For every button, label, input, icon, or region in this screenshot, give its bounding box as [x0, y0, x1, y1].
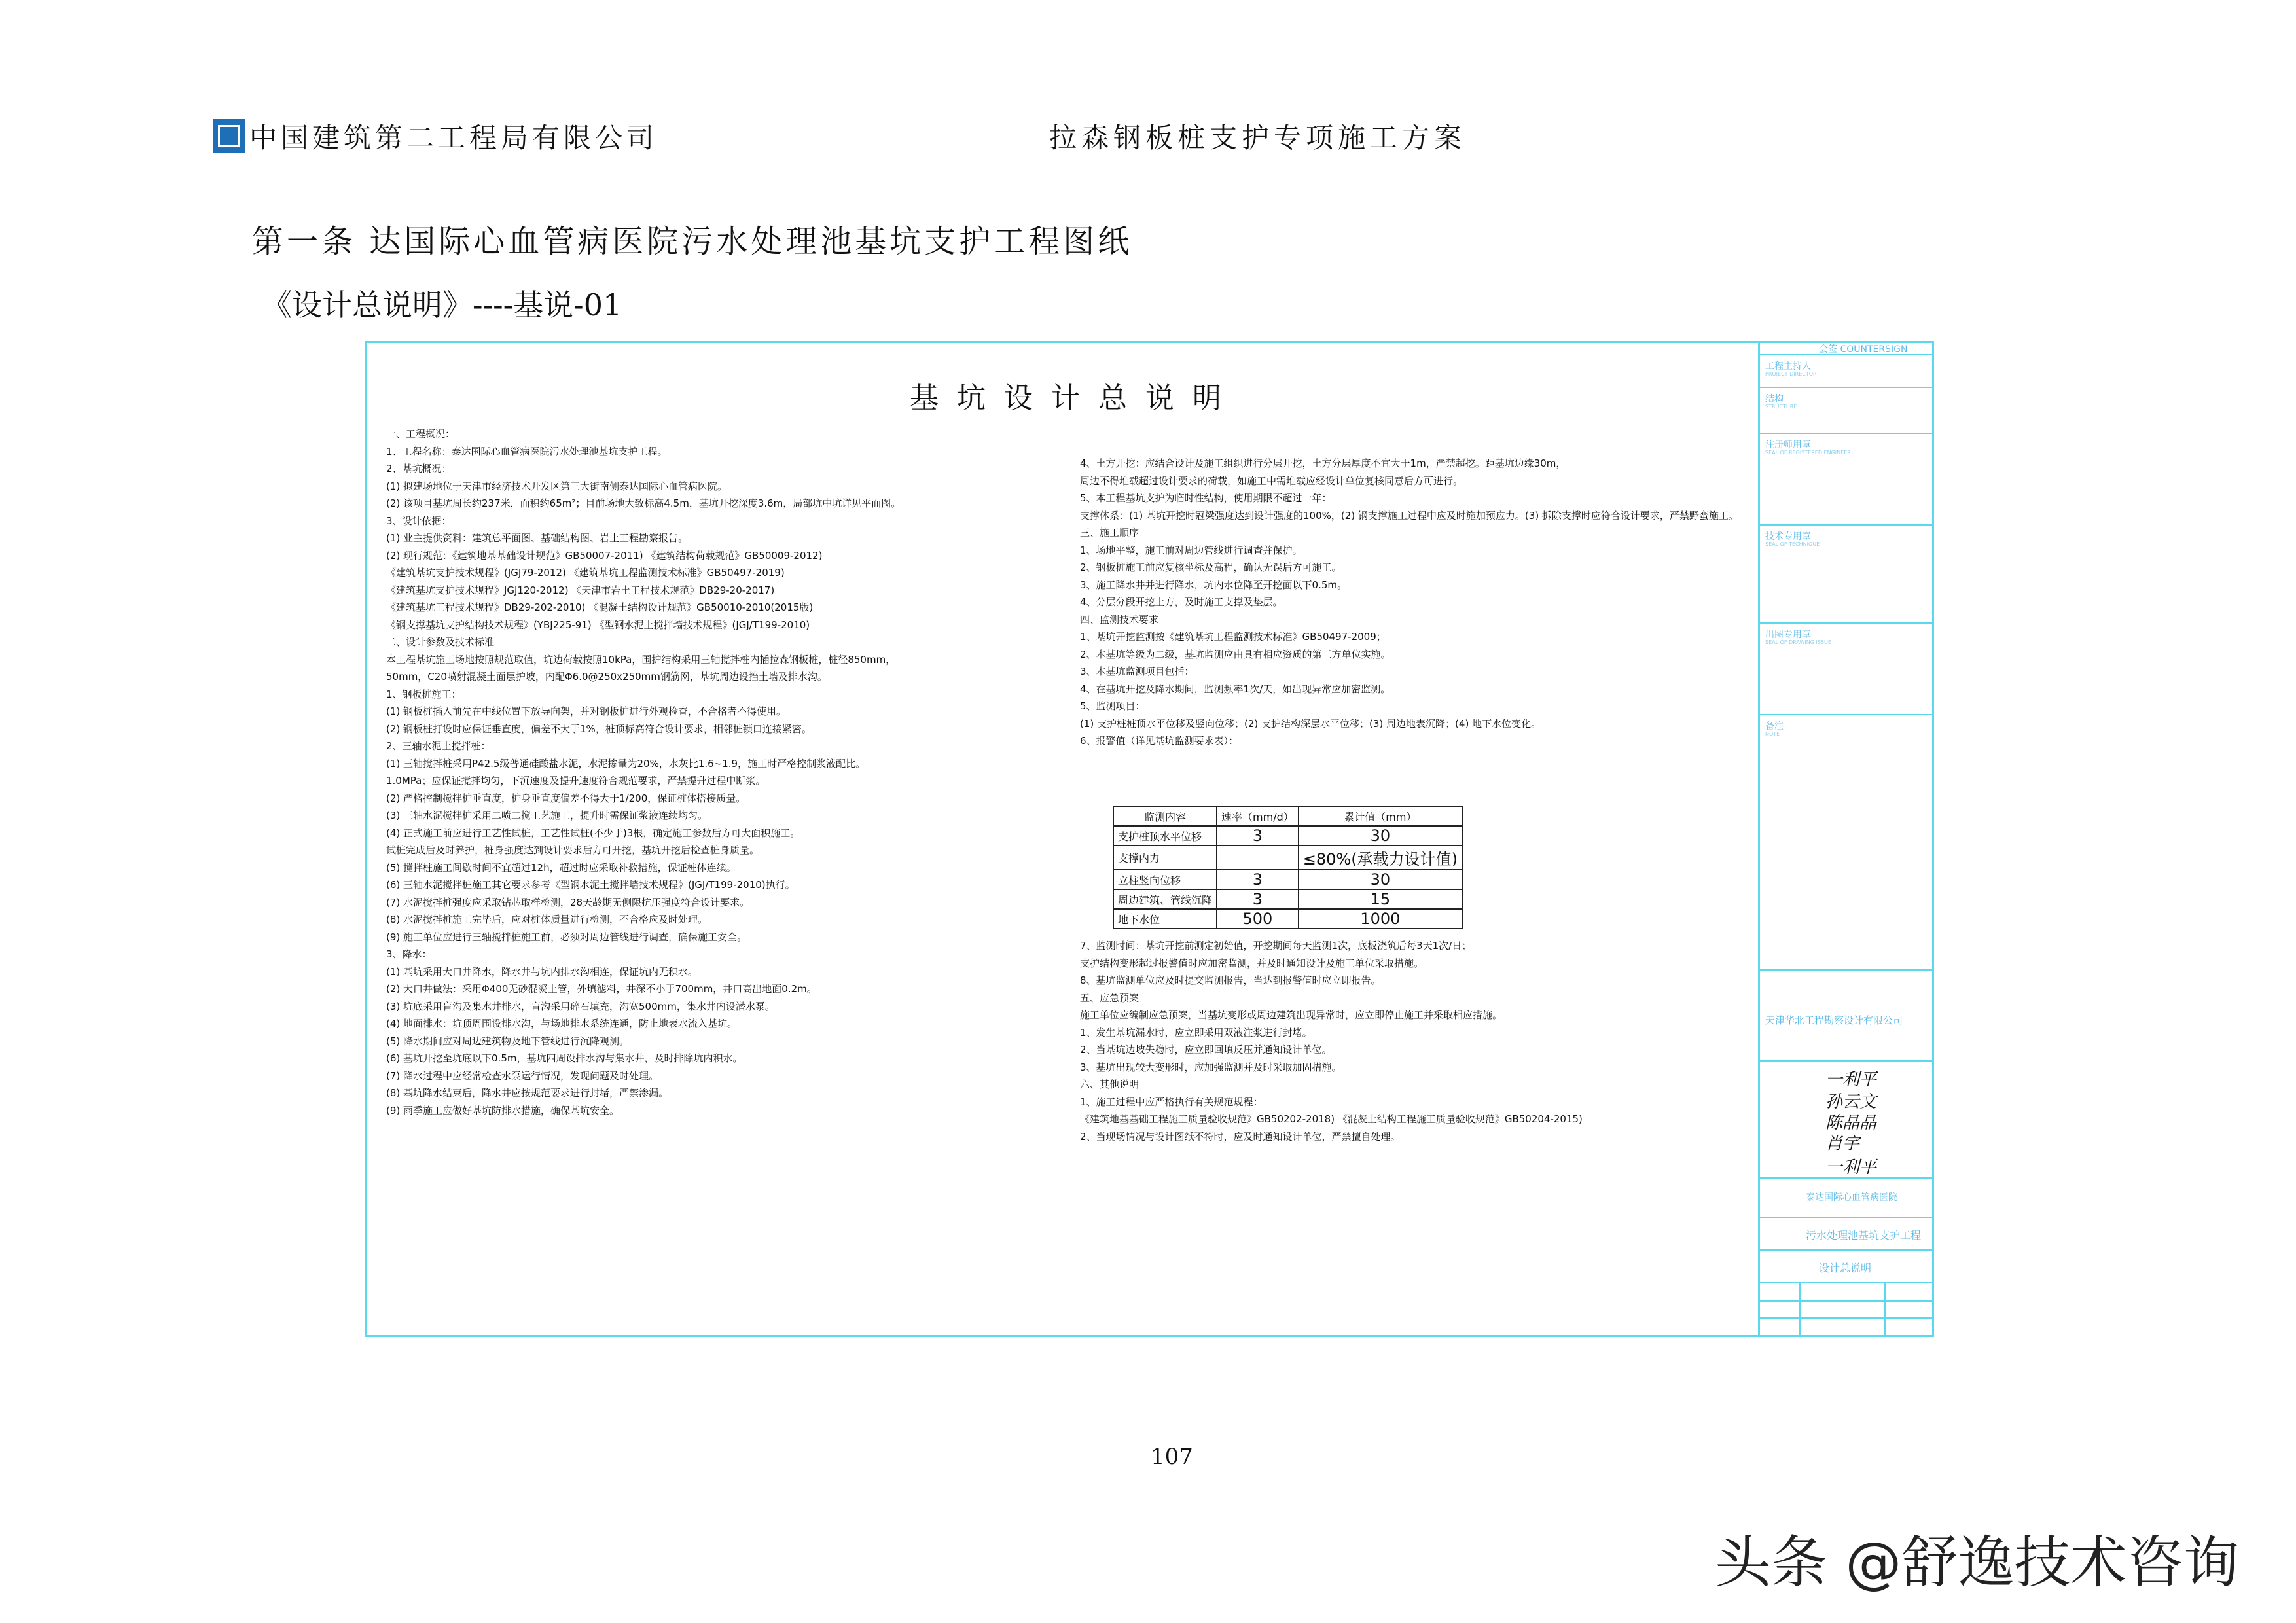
table-cell: 立柱竖向位移	[1113, 870, 1217, 889]
table-row	[1113, 870, 1462, 889]
company-header	[213, 116, 658, 156]
watermark-text: 头条 @舒逸技术咨询	[1715, 1530, 2240, 1596]
tb-label: 结构	[1765, 394, 1784, 404]
note-line: 8、基坑监测单位应及时提交监测报告，当达到报警值时应立即报告。	[1080, 974, 1381, 986]
note-line: (9) 施工单位应进行三轴搅拌桩施工前，必须对周边管线进行调查，确保施工安全。	[386, 931, 747, 943]
sheet-name: 设计总说明	[1819, 1262, 1872, 1274]
tb-label: 技术专用章	[1765, 531, 1811, 542]
drawing-name: 污水处理池基坑支护工程	[1806, 1229, 1922, 1241]
note-line: 《建筑基坑支护技术规程》(JGJ79-2012) 《建筑基坑工程监测技术标准》GB50497-2019)	[386, 567, 785, 579]
note-line: 《建筑基坑工程技术规程》DB29-202-2010) 《混凝土结构设计规范》GB50010-2010(2015版)	[386, 601, 814, 613]
note-line: 5、本工程基坑支护为临时性结构，使用期限不超过一年：	[1080, 492, 1332, 504]
document-title: 拉森钢板桩支护专项施工方案	[1049, 122, 1467, 154]
note-line: 3、设计依据：	[386, 514, 452, 527]
signature-2: 孙云文	[1825, 1092, 1877, 1112]
note-line: 2、当现场情况与设计图纸不符时，应及时通知设计单位，严禁擅自处理。	[1080, 1130, 1401, 1143]
project-name: 泰达国际心血管病医院	[1806, 1192, 1897, 1203]
table-row	[1113, 846, 1462, 870]
tb-sublabel: STRUCTURE	[1765, 404, 1797, 410]
note-line: 四、监测技术要求	[1080, 613, 1159, 626]
note-line: 50mm，C20喷射混凝土面层护坡，内配Φ6.0@250x250mm钢筋网，基坑周边设挡土墙及排水沟。	[386, 671, 827, 683]
note-line: (4) 正式施工前应进行工艺性试桩，工艺性试桩(不少于)3根，确定施工参数后方可大面积施工。	[386, 827, 800, 839]
note-line: 2、本基坑等级为二级，基坑监测应由具有相应资质的第三方单位实施。	[1080, 648, 1391, 660]
tb-sublabel: NOTE	[1765, 731, 1780, 737]
note-line: (7) 降水过程中应经常检查水泵运行情况，发现问题及时处理。	[386, 1069, 659, 1082]
tb-label: 注册师用章	[1765, 440, 1811, 450]
note-line: 7、监测时间：基坑开挖前测定初始值，开挖期间每天监测1次，底板浇筑后每3天1次/日；	[1080, 940, 1472, 952]
tb-row-director	[1760, 355, 1934, 388]
table-cell	[1217, 846, 1299, 870]
note-line: (1) 基坑采用大口井降水，降水井与坑内排水沟相连，保证坑内无积水。	[386, 965, 698, 978]
tb-sheet-name	[1760, 1251, 1934, 1283]
table-cell: 30	[1299, 826, 1462, 846]
design-notes-right-column	[1080, 455, 1761, 750]
tb-drawing-name	[1760, 1218, 1934, 1251]
table-cell: 15	[1299, 889, 1462, 909]
table-cell: 3	[1217, 889, 1299, 909]
note-line: 1、发生基坑漏水时，应立即采用双液注浆进行封堵。	[1080, 1026, 1312, 1039]
table-cell: ≤80%(承载力设计值)	[1299, 846, 1462, 870]
note-line: 3、本基坑监测项目包括：	[1080, 666, 1194, 677]
tb-sublabel: SEAL OF DRAWING ISSUE	[1765, 639, 1831, 645]
tb-signatures	[1760, 1061, 1934, 1179]
table-cell: 30	[1299, 870, 1462, 889]
note-line: 施工单位应编制应急预案，当基坑变形或周边建筑出现异常时，应立即停止施工并采取相应措施。	[1080, 1009, 1503, 1021]
note-line: (1) 钢板桩插入前先在中线位置下放导向架，并对钢板桩进行外观检查，不合格者不得使用。	[386, 705, 787, 717]
title-block	[1758, 341, 1934, 1337]
table-cell: 3	[1217, 870, 1299, 889]
note-line: 1.0MPa；应保证搅拌均匀，下沉速度及提升速度符合规范要求，严禁提升过程中断浆。	[386, 775, 766, 787]
note-line: (2) 钢板桩打设时应保证垂直度，偏差不大于1%，桩顶标高符合设计要求，相邻桩锁口连接紧密。	[386, 722, 812, 735]
signature-5: 一利平	[1825, 1158, 1877, 1177]
note-line: 本工程基坑施工场地按照规范取值，坑边荷载按照10kPa，围护结构采用三轴搅拌桩内插拉森钢板桩，桩径850mm，	[386, 653, 896, 666]
note-line: 1、钢板桩施工：	[386, 688, 461, 700]
table-row	[1113, 909, 1462, 929]
note-line: 《建筑地基基础工程施工质量验收规范》GB50202-2018) 《混凝土结构工程施工质量验收规范》GB50204-2015)	[1080, 1113, 1583, 1125]
tb-label: 工程主持人	[1765, 361, 1811, 372]
note-line: 2、钢板桩施工前应复核坐标及高程，确认无误后方可施工。	[1080, 562, 1342, 573]
note-line: 4、分层分段开挖土方，及时施工支撑及垫层。	[1080, 596, 1283, 608]
note-line: 《建筑基坑支护技术规程》JGJ120-2012) 《天津市岩土工程技术规范》DB29-20-2017)	[386, 584, 775, 596]
table-cell: 1000	[1299, 909, 1462, 929]
note-line: (2) 严格控制搅拌桩垂直度，桩身垂直度偏差不得大于1/200，保证桩体搭接质量。	[386, 792, 746, 804]
tb-row-technique-seal	[1760, 526, 1934, 624]
note-line: 三、施工顺序	[1080, 527, 1139, 539]
table-cell: 支撑内力	[1113, 846, 1217, 870]
note-line: (3) 三轴水泥搅拌桩采用二喷二搅工艺施工，提升时需保证浆液连续均匀。	[386, 810, 708, 821]
table-header-row	[1113, 806, 1462, 826]
tb-row-issue-seal	[1760, 624, 1934, 715]
countersign-label: 会签 COUNTERSIGN	[1819, 344, 1908, 355]
company-logo-icon	[213, 119, 245, 153]
note-line: 一、工程概况：	[386, 428, 456, 440]
company-name: 中国建筑第二工程局有限公司	[249, 122, 658, 154]
tb-label: 出图专用章	[1765, 630, 1811, 640]
note-line: 5、监测项目：	[1080, 700, 1145, 712]
table-cell: 支护桩顶水平位移	[1113, 826, 1217, 846]
note-line: (4) 地面排水：坑顶周围设排水沟，与场地排水系统连通，防止地表水流入基坑。	[386, 1018, 738, 1029]
table-cell: 500	[1217, 909, 1299, 929]
table-header-cell: 速率（mm/d）	[1217, 806, 1299, 826]
note-line: 2、基坑概况：	[386, 463, 452, 474]
table-cell: 周边建筑、管线沉降	[1113, 889, 1217, 909]
note-line: (2) 大口井做法：采用Φ400无砂混凝土管，外填滤料，井深不小于700mm，井口高出地面0.2m。	[386, 983, 817, 995]
signature-4: 肖宇	[1825, 1134, 1860, 1154]
tb-company-cell	[1760, 969, 1934, 1061]
tb-footer-grid	[1760, 1283, 1934, 1335]
note-line: 周边不得堆载超过设计要求的荷载，如施工中需堆载应经设计单位复核同意后方可进行。	[1080, 474, 1463, 487]
note-line: 3、降水：	[386, 948, 432, 960]
note-line: (9) 雨季施工应做好基坑防排水措施，确保基坑安全。	[386, 1104, 620, 1116]
tb-label: 备注	[1765, 721, 1784, 732]
note-line: (8) 水泥搅拌桩施工完毕后，应对桩体质量进行检测，不合格应及时处理。	[386, 914, 708, 925]
tb-row-structure	[1760, 388, 1934, 434]
note-line: 6、报警值（详见基坑监测要求表）：	[1080, 735, 1239, 747]
signature-3: 陈晶晶	[1825, 1113, 1877, 1133]
note-line: 2、三轴水泥土搅拌桩：	[386, 740, 491, 752]
page-number: 107	[1151, 1444, 1193, 1470]
tb-sublabel: SEAL OF TECHNIQUE	[1765, 541, 1820, 547]
table-cell: 地下水位	[1113, 909, 1217, 929]
tb-sublabel: SEAL OF REGISTERED ENGINEER	[1765, 450, 1851, 455]
table-row	[1113, 889, 1462, 909]
signature-1: 一利平	[1825, 1070, 1877, 1090]
note-line: (1) 三轴搅拌桩采用P42.5级普通硅酸盐水泥，水泥掺量为20%，水灰比1.6~1.9，施工时严格控制浆液配比。	[386, 757, 866, 770]
note-line: 4、土方开挖：应结合设计及施工组织进行分层开挖，土方分层厚度不宜大于1m，严禁超挖。距基坑边缘30m，	[1080, 457, 1566, 469]
table-row	[1113, 826, 1462, 846]
monitoring-alarm-table	[1113, 806, 1463, 929]
countersign-header	[1760, 341, 1934, 355]
note-line: 支撑体系：(1) 基坑开挖时冠梁强度达到设计强度的100%，(2) 钢支撑施工过程中应及时施加预应力。(3) 拆除支撑时应符合设计要求，严禁野蛮施工。	[1080, 509, 1738, 522]
note-line: 2、当基坑边坡失稳时，应立即回填反压并通知设计单位。	[1080, 1044, 1332, 1056]
note-line: (2) 该项目基坑周长约237米，面积约65m²；目前场地大致标高4.5m，基坑开挖深度3.6m，局部坑中坑详见平面图。	[386, 497, 901, 509]
section-title: 第一条 达国际心血管病医院污水处理池基坑支护工程图纸	[252, 223, 1133, 260]
note-line: (2) 现行规范：《建筑地基基础设计规范》GB50007-2011) 《建筑结构荷载规范》GB50009-2012)	[386, 549, 823, 562]
note-line: 3、施工降水井并进行降水，坑内水位降至开挖面以下0.5m。	[1080, 579, 1348, 591]
note-line: (3) 坑底采用盲沟及集水井排水，盲沟采用碎石填充，沟宽500mm，集水井内设潜水泵。	[386, 1000, 775, 1012]
note-line: (7) 水泥搅拌桩强度应采取钻芯取样检测，28天龄期无侧限抗压强度符合设计要求。	[386, 896, 750, 908]
note-line: 五、应急预案	[1080, 991, 1139, 1004]
note-line: 3、基坑出现较大变形时，应加强监测并及时采取加固措施。	[1080, 1061, 1342, 1073]
note-line: 1、场地平整，施工前对周边管线进行调查并保护。	[1080, 544, 1302, 556]
design-company: 天津华北工程勘察设计有限公司	[1765, 1014, 1903, 1026]
note-line: 4、在基坑开挖及降水期间，监测频率1次/天，如出现异常应加密监测。	[1080, 683, 1391, 695]
tb-sublabel: PROJECT DIRECTOR	[1765, 371, 1817, 377]
note-line: (5) 搅拌桩施工间歇时间不宜超过12h，超过时应采取补救措施，保证桩体连续。	[386, 861, 736, 874]
drawing-title: 基坑设计总说明	[910, 382, 1240, 415]
table-header-cell: 累计值（mm）	[1299, 806, 1462, 826]
tb-row-registered-seal	[1760, 434, 1934, 526]
note-line: (5) 降水期间应对周边建筑物及地下管线进行沉降观测。	[386, 1035, 630, 1047]
drawing-subtitle: 《设计总说明》----基说-01	[262, 287, 622, 323]
note-line: (6) 基坑开挖至坑底以下0.5m，基坑四周设排水沟与集水井，及时排除坑内积水。	[386, 1052, 743, 1064]
note-line: 《钢支撑基坑支护结构技术规程》(YBJ225-91) 《型钢水泥土搅拌墙技术规程》(JGJ/T199-2010)	[386, 618, 810, 631]
note-line: 六、其他说明	[1080, 1079, 1139, 1090]
note-line: 支护结构变形超过报警值时应加密监测，并及时通知设计及施工单位采取措施。	[1080, 957, 1424, 969]
right-notes-top	[1080, 455, 1761, 750]
note-line: (1) 拟建场地位于天津市经济技术开发区第三大街南侧泰达国际心血管病医院。	[386, 480, 728, 492]
right-notes-bottom	[1080, 937, 1761, 1145]
note-line: 1、基坑开挖监测按《建筑基坑工程监测技术标准》GB50497-2009；	[1080, 631, 1386, 643]
note-line: 1、施工过程中应严格执行有关规范规程：	[1080, 1096, 1263, 1108]
table-header-cell: 监测内容	[1113, 806, 1217, 826]
note-line: (6) 三轴水泥搅拌桩施工其它要求参考《型钢水泥土搅拌墙技术规程》(JGJ/T199-2010)执行。	[386, 879, 795, 891]
design-notes-left-column	[386, 425, 1080, 1119]
table-body	[1113, 826, 1462, 929]
tb-project-name	[1760, 1179, 1934, 1218]
note-line: 1、工程名称：泰达国际心血管病医院污水处理池基坑支护工程。	[386, 445, 668, 457]
note-line: (8) 基坑降水结束后，降水井应按规范要求进行封堵，严禁渗漏。	[386, 1087, 669, 1099]
note-line: 二、设计参数及技术标准	[386, 636, 495, 648]
note-line: 试桩完成后及时养护，桩身强度达到设计要求后方可开挖，基坑开挖后检查桩身质量。	[386, 844, 760, 856]
note-line: (1) 业主提供资料：建筑总平面图、基础结构图、岩土工程勘察报告。	[386, 532, 689, 544]
note-line: (1) 支护桩桩顶水平位移及竖向位移；(2) 支护结构深层水平位移；(3) 周边地表沉降；(4) 地下水位变化。	[1080, 717, 1541, 730]
table-cell: 3	[1217, 826, 1299, 846]
